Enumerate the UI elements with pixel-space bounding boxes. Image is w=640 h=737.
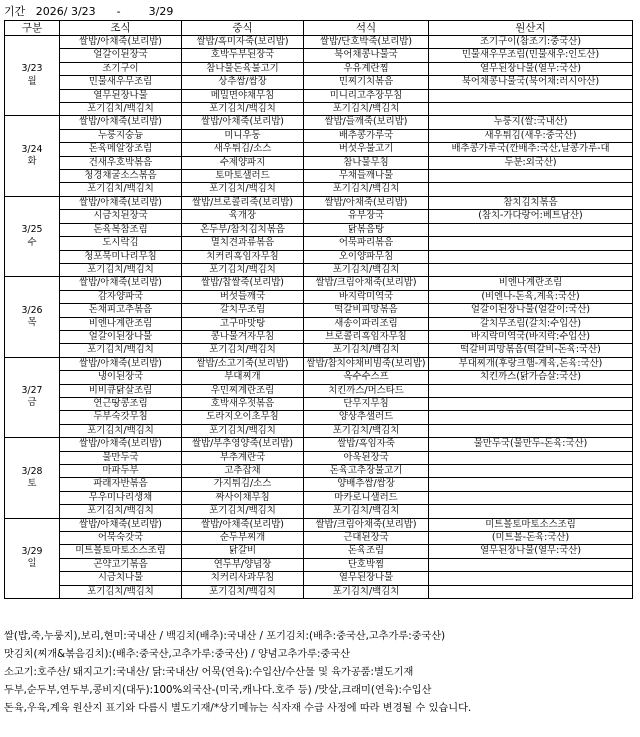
menu-row bbox=[5, 36, 633, 49]
lunch-item: 콩나물겨자무침 bbox=[182, 330, 304, 343]
origin-item bbox=[429, 103, 633, 116]
day-cell bbox=[5, 357, 60, 437]
origin-item: 비엔나계란조림 bbox=[429, 277, 633, 290]
menu-row bbox=[5, 170, 633, 183]
breakfast-item: 두부숙갓무침 bbox=[60, 411, 182, 424]
menu-row bbox=[5, 451, 633, 464]
lunch-item: 쌀밥/부추영양죽(보리밥) bbox=[182, 438, 304, 451]
menu-row bbox=[5, 478, 633, 491]
dinner-item: 쌀밥/들깨죽(보리밥) bbox=[304, 116, 429, 129]
origin-item bbox=[429, 585, 633, 598]
menu-row bbox=[5, 49, 633, 62]
dinner-item: 포기김치/백김치 bbox=[304, 103, 429, 116]
dinner-item: 새송이파리조림 bbox=[304, 317, 429, 330]
dinner-item: 치킨까스/머스타드 bbox=[304, 384, 429, 397]
period-line bbox=[4, 3, 173, 19]
lunch-item: 육개장 bbox=[182, 210, 304, 223]
breakfast-item: 비비큐닭살조림 bbox=[60, 384, 182, 397]
lunch-item: 짜사이채무침 bbox=[182, 491, 304, 504]
note-line: 두부,순두부,연두부,콩비지(대두):100%외국산-(미국,캐나다.호주 등) /맛살,크래미(연육):수입산 bbox=[4, 685, 432, 696]
menu-row bbox=[5, 397, 633, 410]
dinner-item: 단무지무침 bbox=[304, 397, 429, 410]
day-date: 3/29 bbox=[21, 545, 43, 557]
origin-item: (참치-가다랑어:베트남산) bbox=[429, 210, 633, 223]
dinner-item: 떡갈비피망볶음 bbox=[304, 304, 429, 317]
origin-item: 미트볼토마토소스조림 bbox=[429, 518, 633, 531]
breakfast-item: 열무된장나물 bbox=[60, 89, 182, 102]
breakfast-item: 청경채굴소스볶음 bbox=[60, 170, 182, 183]
day-weekday: 목 bbox=[27, 317, 37, 329]
lunch-item: 고추잡채 bbox=[182, 465, 304, 478]
lunch-item: 쌀밥/찹쌀죽(보리밥) bbox=[182, 277, 304, 290]
origin-item bbox=[429, 237, 633, 250]
lunch-item: 토마토샐러드 bbox=[182, 170, 304, 183]
dinner-item: 마카로니샐러드 bbox=[304, 491, 429, 504]
day-weekday: 토 bbox=[27, 477, 37, 489]
menu-row bbox=[5, 62, 633, 75]
menu-row bbox=[5, 411, 633, 424]
origin-item: 물만두국(물만두-돈육:국산) bbox=[429, 438, 633, 451]
dinner-item: 무채들깨나물 bbox=[304, 170, 429, 183]
menu-row bbox=[5, 344, 633, 357]
menu-row bbox=[5, 317, 633, 330]
menu-row bbox=[5, 491, 633, 504]
note-line: 쌀(밥,죽,누룽지),보리,현미:국내산 / 백김치(배추):국내산 / 포기김치:(배추:중국산,고추가루:중국산) bbox=[4, 631, 446, 642]
lunch-item: 치커리흑임자무침 bbox=[182, 250, 304, 263]
lunch-item: 포기김치/백김치 bbox=[182, 585, 304, 598]
breakfast-item: 냉이된장국 bbox=[60, 371, 182, 384]
menu-row bbox=[5, 330, 633, 343]
origin-item: 누룽지(쌀:국내산) bbox=[429, 116, 633, 129]
origin-item: 치킨까스(닭가슴살:국산) bbox=[429, 371, 633, 384]
origin-notes bbox=[4, 628, 634, 718]
breakfast-item: 포기김치/백김치 bbox=[60, 505, 182, 518]
period-label: 기간 bbox=[4, 5, 26, 18]
origin-item bbox=[429, 572, 633, 585]
breakfast-item: 누룽지숭늉 bbox=[60, 129, 182, 142]
breakfast-item: 쌀밥/아채죽(보리밥) bbox=[60, 518, 182, 531]
menu-row bbox=[5, 438, 633, 451]
lunch-item: 호박두부된장국 bbox=[182, 49, 304, 62]
lunch-item: 연두부/양념장 bbox=[182, 558, 304, 571]
dinner-item: 쌀밥/아채죽(보리밥) bbox=[304, 196, 429, 209]
day-weekday: 수 bbox=[27, 236, 37, 248]
dinner-item: 쌀밥/단호박죽(보리밥) bbox=[304, 36, 429, 49]
origin-item: 참치김치볶음 bbox=[429, 196, 633, 209]
menu-row bbox=[5, 156, 633, 169]
lunch-item: 고구마맛탕 bbox=[182, 317, 304, 330]
dinner-item: 포기김치/백김치 bbox=[304, 183, 429, 196]
day-weekday: 금 bbox=[27, 397, 37, 409]
dinner-item: 민찌기치볶음 bbox=[304, 76, 429, 89]
lunch-item: 쌀밥/아채죽(보리밥) bbox=[182, 518, 304, 531]
origin-item bbox=[429, 397, 633, 410]
lunch-item: 부대찌개 bbox=[182, 371, 304, 384]
menu-row bbox=[5, 89, 633, 102]
menu-row bbox=[5, 263, 633, 276]
header-dinner: 석식 bbox=[304, 21, 429, 36]
dinner-item: 미니리고추장무침 bbox=[304, 89, 429, 102]
origin-item: (미트볼-돈육:국산) bbox=[429, 532, 633, 545]
breakfast-item: 물만두국 bbox=[60, 451, 182, 464]
day-cell bbox=[5, 277, 60, 357]
breakfast-item: 어묵숙갓국 bbox=[60, 532, 182, 545]
origin-item bbox=[429, 170, 633, 183]
period-end: 3/29 bbox=[148, 5, 174, 18]
breakfast-item: 쌀밥/아채죽(보리밥) bbox=[60, 116, 182, 129]
origin-item bbox=[429, 451, 633, 464]
day-cell bbox=[5, 36, 60, 116]
menu-row bbox=[5, 545, 633, 558]
lunch-item: 포기김치/백김치 bbox=[182, 344, 304, 357]
day-cell bbox=[5, 116, 60, 196]
lunch-item: 도라지오이초무침 bbox=[182, 411, 304, 424]
menu-row bbox=[5, 465, 633, 478]
breakfast-item: 미트볼토마토소스조림 bbox=[60, 545, 182, 558]
breakfast-item: 포기김치/백김치 bbox=[60, 424, 182, 437]
lunch-item: 멸치견과류볶음 bbox=[182, 237, 304, 250]
breakfast-item: 포기김치/백김치 bbox=[60, 103, 182, 116]
origin-item: 민물새우무조림(민물새우:인도산) bbox=[429, 49, 633, 62]
note-line: 맛김치(찌개&볶음김치):(배추:중국산,고추가루:중국산) / 양념고추가루:중국산 bbox=[4, 649, 350, 660]
breakfast-item: 쌀밥/아채죽(보리밥) bbox=[60, 196, 182, 209]
origin-item: 갈치무조림(갈치:수입산) bbox=[429, 317, 633, 330]
day-cell bbox=[5, 196, 60, 276]
origin-item bbox=[429, 465, 633, 478]
dinner-item: 포기김치/백김치 bbox=[304, 424, 429, 437]
dinner-item: 우유계란찜 bbox=[304, 62, 429, 75]
day-date: 3/26 bbox=[21, 304, 43, 316]
lunch-item: 메밀면야채무침 bbox=[182, 89, 304, 102]
lunch-item: 쌀밥/아채죽(보리밥) bbox=[182, 116, 304, 129]
note-line: 소고기:호주산/ 돼지고기:국내산/ 닭:국내산/ 어묵(연육):수입산/수산물 및 육가공품:별도기재 bbox=[4, 667, 414, 678]
lunch-item: 부추계란국 bbox=[182, 451, 304, 464]
origin-item: 조기구이(참조기:중국산) bbox=[429, 36, 633, 49]
menu-row bbox=[5, 250, 633, 263]
lunch-item: 우민찌계란조림 bbox=[182, 384, 304, 397]
day-date: 3/23 bbox=[21, 63, 43, 75]
menu-body bbox=[5, 36, 633, 599]
breakfast-item: 건새우호박볶음 bbox=[60, 156, 182, 169]
dinner-item: 북어채콩나물국 bbox=[304, 49, 429, 62]
lunch-item: 미니우동 bbox=[182, 129, 304, 142]
origin-item bbox=[429, 263, 633, 276]
origin-item: 북어채콩나물국(북어채:러시아산) bbox=[429, 76, 633, 89]
origin-item bbox=[429, 411, 633, 424]
breakfast-item: 돈육복참조림 bbox=[60, 223, 182, 236]
lunch-item: 버섯들깨국 bbox=[182, 290, 304, 303]
dinner-item: 바지락미역국 bbox=[304, 290, 429, 303]
origin-item: 배추콩가루국(깐배추:국산,날콩가루-대 bbox=[429, 143, 633, 156]
dinner-item: 배추콩가루국 bbox=[304, 129, 429, 142]
menu-row bbox=[5, 424, 633, 437]
lunch-item: 가지튀김/소스 bbox=[182, 478, 304, 491]
dinner-item: 포기김치/백김치 bbox=[304, 585, 429, 598]
dinner-item: 옥수수스프 bbox=[304, 371, 429, 384]
lunch-item: 닭갈비 bbox=[182, 545, 304, 558]
origin-item bbox=[429, 183, 633, 196]
lunch-item: 포기김치/백김치 bbox=[182, 263, 304, 276]
period-start: 2026/ 3/23 bbox=[35, 5, 96, 18]
origin-item: 바지락미역국(바지락:수입산) bbox=[429, 330, 633, 343]
dinner-item: 근대된장국 bbox=[304, 532, 429, 545]
breakfast-item: 포기김치/백김치 bbox=[60, 183, 182, 196]
lunch-item: 호박새우젓볶음 bbox=[182, 397, 304, 410]
origin-item bbox=[429, 491, 633, 504]
breakfast-item: 얼갈이된장나물 bbox=[60, 330, 182, 343]
menu-row bbox=[5, 357, 633, 370]
header-lunch: 중식 bbox=[182, 21, 304, 36]
menu-row bbox=[5, 103, 633, 116]
breakfast-item: 시금치나물 bbox=[60, 572, 182, 585]
breakfast-item: 민물새우무조림 bbox=[60, 76, 182, 89]
menu-row bbox=[5, 183, 633, 196]
menu-row bbox=[5, 558, 633, 571]
day-date: 3/28 bbox=[21, 465, 43, 477]
day-weekday: 화 bbox=[27, 156, 37, 168]
menu-row bbox=[5, 76, 633, 89]
breakfast-item: 감자양파국 bbox=[60, 290, 182, 303]
origin-item bbox=[429, 223, 633, 236]
dinner-item: 양배추쌈/쌈장 bbox=[304, 478, 429, 491]
day-weekday: 월 bbox=[27, 75, 37, 87]
note-line: 돈육,우육,계육 원산지 표기와 다름시 별도기재/*상기메뉴는 식자재 수급 사정에 따라 변경될 수 있습니다. bbox=[4, 703, 472, 714]
breakfast-item: 청포묵미나리무침 bbox=[60, 250, 182, 263]
day-date: 3/27 bbox=[21, 385, 43, 397]
lunch-item: 쌀밥/브로콜리죽(보리밥) bbox=[182, 196, 304, 209]
origin-item bbox=[429, 89, 633, 102]
breakfast-item: 비엔나계란조림 bbox=[60, 317, 182, 330]
dinner-item: 아욱된장국 bbox=[304, 451, 429, 464]
origin-item bbox=[429, 384, 633, 397]
dinner-item: 쌀밥/참치야채비빔죽(보리밥) bbox=[304, 357, 429, 370]
dinner-item: 포기김치/백김치 bbox=[304, 263, 429, 276]
menu-row bbox=[5, 518, 633, 531]
origin-item bbox=[429, 558, 633, 571]
dinner-item: 쌀밥/크림아채죽(보리밥) bbox=[304, 518, 429, 531]
breakfast-item: 파래자반볶음 bbox=[60, 478, 182, 491]
day-cell bbox=[5, 438, 60, 518]
dinner-item: 닭볶음탕 bbox=[304, 223, 429, 236]
menu-row bbox=[5, 532, 633, 545]
lunch-item: 포기김치/백김치 bbox=[182, 505, 304, 518]
lunch-item: 순두부찌개 bbox=[182, 532, 304, 545]
menu-row bbox=[5, 129, 633, 142]
menu-row bbox=[5, 384, 633, 397]
menu-row bbox=[5, 237, 633, 250]
menu-row bbox=[5, 277, 633, 290]
origin-item: 새우튀김(새우:중국산) bbox=[429, 129, 633, 142]
origin-item: 두분:외국산) bbox=[429, 156, 633, 169]
dinner-item: 쌀밥/크림아채죽(보리밥) bbox=[304, 277, 429, 290]
lunch-item: 포기김치/백김치 bbox=[182, 424, 304, 437]
menu-row bbox=[5, 505, 633, 518]
lunch-item: 상추쌈/쌈장 bbox=[182, 76, 304, 89]
dinner-item: 참나물무침 bbox=[304, 156, 429, 169]
menu-row bbox=[5, 210, 633, 223]
origin-item bbox=[429, 478, 633, 491]
day-cell bbox=[5, 518, 60, 598]
origin-item: 열무된장나물(열무:국산) bbox=[429, 62, 633, 75]
dinner-item: 양상추샐러드 bbox=[304, 411, 429, 424]
origin-item bbox=[429, 250, 633, 263]
breakfast-item: 쌀밥/아채죽(보리밥) bbox=[60, 357, 182, 370]
breakfast-item: 쌀밥/아채죽(보리밥) bbox=[60, 277, 182, 290]
origin-item bbox=[429, 424, 633, 437]
dinner-item: 포기김치/백김치 bbox=[304, 344, 429, 357]
menu-row bbox=[5, 116, 633, 129]
dinner-item: 유부장국 bbox=[304, 210, 429, 223]
dinner-item: 열무된장나물 bbox=[304, 572, 429, 585]
origin-item: (비엔나-돈육,계육:국산) bbox=[429, 290, 633, 303]
menu-row bbox=[5, 572, 633, 585]
origin-item: 부대찌개(후랑크햄-계육,돈육:국산) bbox=[429, 357, 633, 370]
breakfast-item: 도시락김 bbox=[60, 237, 182, 250]
lunch-item: 참나물돈육불고기 bbox=[182, 62, 304, 75]
breakfast-item: 곤약고기볶음 bbox=[60, 558, 182, 571]
menu-row bbox=[5, 223, 633, 236]
breakfast-item: 돈육메알장조림 bbox=[60, 143, 182, 156]
origin-item bbox=[429, 505, 633, 518]
dinner-item: 어묵파리볶음 bbox=[304, 237, 429, 250]
lunch-item: 갈치무조림 bbox=[182, 304, 304, 317]
lunch-item: 새우튀김/소스 bbox=[182, 143, 304, 156]
menu-row bbox=[5, 304, 633, 317]
breakfast-item: 연근땅콩조림 bbox=[60, 397, 182, 410]
breakfast-item: 돈채피고추볶음 bbox=[60, 304, 182, 317]
breakfast-item: 포기김치/백김치 bbox=[60, 585, 182, 598]
breakfast-item: 마파두부 bbox=[60, 465, 182, 478]
menu-row bbox=[5, 196, 633, 209]
lunch-item: 쌀밥/흑미자죽(보리밥) bbox=[182, 36, 304, 49]
header-breakfast: 조식 bbox=[60, 21, 182, 36]
dinner-item: 단호박찜 bbox=[304, 558, 429, 571]
dinner-item: 버섯우불고기 bbox=[304, 143, 429, 156]
dinner-item: 브로콜리흑임자무침 bbox=[304, 330, 429, 343]
dinner-item: 포기김치/백김치 bbox=[304, 505, 429, 518]
menu-row bbox=[5, 585, 633, 598]
menu-row bbox=[5, 143, 633, 156]
dinner-item: 쌀밥/흑임자죽 bbox=[304, 438, 429, 451]
menu-row bbox=[5, 371, 633, 384]
header-row bbox=[5, 21, 633, 36]
day-weekday: 일 bbox=[27, 558, 37, 570]
breakfast-item: 시금치된장국 bbox=[60, 210, 182, 223]
header-origin: 원산지 bbox=[429, 21, 633, 36]
lunch-item: 포기김치/백김치 bbox=[182, 183, 304, 196]
breakfast-item: 쌀밥/아채죽(보리밥) bbox=[60, 36, 182, 49]
breakfast-item: 포기김치/백김치 bbox=[60, 263, 182, 276]
breakfast-item: 쌀밥/아채죽(보리밥) bbox=[60, 438, 182, 451]
weekly-menu-table bbox=[4, 20, 633, 599]
header-category: 구분 bbox=[5, 21, 60, 36]
origin-item: 얼갈이된장나물(얼갈이:국산) bbox=[429, 304, 633, 317]
lunch-item: 온두부/참치김치볶음 bbox=[182, 223, 304, 236]
breakfast-item: 포기김치/백김치 bbox=[60, 344, 182, 357]
origin-item: 열무된장나물(열무:국산) bbox=[429, 545, 633, 558]
breakfast-item: 조기구이 bbox=[60, 62, 182, 75]
period-separator: - bbox=[116, 5, 121, 18]
dinner-item: 오이양파무침 bbox=[304, 250, 429, 263]
origin-item: 떡갈비피망볶음(떡갈비-돈육:국산) bbox=[429, 344, 633, 357]
menu-row bbox=[5, 290, 633, 303]
lunch-item: 포기김치/백김치 bbox=[182, 103, 304, 116]
dinner-item: 돈육고추장불고기 bbox=[304, 465, 429, 478]
lunch-item: 수제양파지 bbox=[182, 156, 304, 169]
lunch-item: 치커리사과무침 bbox=[182, 572, 304, 585]
day-date: 3/25 bbox=[21, 224, 43, 236]
breakfast-item: 무우미나리생채 bbox=[60, 491, 182, 504]
dinner-item: 돈육조림 bbox=[304, 545, 429, 558]
lunch-item: 쌀밥/소고기죽(보리밥) bbox=[182, 357, 304, 370]
day-date: 3/24 bbox=[21, 143, 43, 155]
breakfast-item: 얼갈이된장국 bbox=[60, 49, 182, 62]
